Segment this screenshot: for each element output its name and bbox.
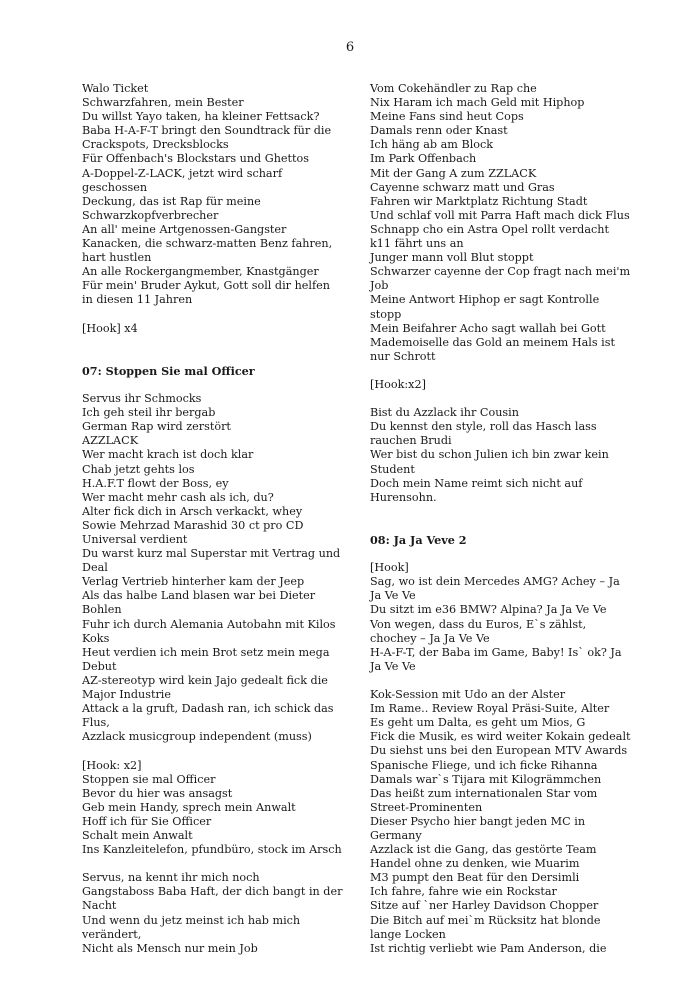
lyric-line: M3 pumpt den Beat für den Dersimli	[370, 871, 580, 885]
lyric-line: Du kennst den style, roll das Hasch lass rauchen Brudi	[370, 420, 597, 448]
lyric-line: Attack a la gruft, Dadash ran, ich schick das Flus,	[82, 702, 334, 730]
lyric-line: Geb mein Handy, sprech mein Anwalt	[82, 800, 296, 814]
lyric-line: Als das halbe Land blasen war bei Dieter Bohlen	[82, 589, 316, 617]
lyric-line: Cayenne schwarz matt und Gras	[370, 180, 555, 194]
lyric-line: [Hook] x4	[82, 321, 138, 335]
lyric-line: Damals renn oder Knast	[370, 124, 508, 138]
left-column	[82, 82, 344, 956]
lyric-line: Und schlaf voll mit Parra Haft mach dick Flus	[370, 208, 630, 222]
lyric-line: H-A-F-T, der Baba im Game, Baby! Is` ok? Ja Ja Ve Ve	[370, 645, 622, 673]
lyric-line: Mein Beifahrer Acho sagt wallah bei Gott	[370, 321, 606, 335]
lyric-line: Das heißt zum internationalen Star vom Street-Prominenten	[370, 786, 598, 814]
lyric-line: Fuhr ich durch Alemania Autobahn mit Kilos Koks	[82, 617, 336, 645]
right-column	[370, 82, 632, 956]
lyric-line: Wer bist du schon Julien ich bin zwar kein Student	[370, 448, 609, 476]
lyric-stanza	[370, 688, 632, 956]
lyric-line: Wer macht mehr cash als ich, du?	[82, 490, 274, 504]
section-heading-text: 07: Stoppen Sie mal Officer	[82, 363, 255, 378]
lyric-line: H.A.F.T flowt der Boss, ey	[82, 476, 229, 490]
lyric-line: Es geht um Dalta, es geht um Mios, G	[370, 716, 586, 730]
lyric-line: Damals war`s Tijara mit Kilogrämmchen	[370, 772, 602, 786]
lyric-line: Meine Antwort Hiphop er sagt Kontrolle stopp	[370, 293, 600, 321]
page-number: 6	[345, 40, 355, 55]
lyric-line: An all' meine Artgenossen-Gangster	[82, 222, 287, 236]
lyric-line: Walo Ticket	[82, 82, 149, 95]
lyric-stanza	[370, 406, 632, 505]
lyric-line: Sag, wo ist dein Mercedes AMG? Achey – Ja Ja Ve Ve	[370, 575, 620, 603]
lyric-line: Die Bitch auf mei`m Rücksitz hat blonde lange Locken	[370, 913, 601, 941]
lyric-line: Heut verdien ich mein Brot setz mein mega Debut	[82, 645, 330, 673]
lyric-stanza	[82, 322, 344, 336]
lyric-line: Hoff ich für Sie Officer	[82, 814, 212, 828]
lyric-line: Ins Kanzleitelefon, pfundbüro, stock im Arsch	[82, 843, 342, 857]
lyric-line: Mit der Gang A zum ZZLACK	[370, 166, 537, 180]
lyric-line: Servus ihr Schmocks	[82, 392, 202, 406]
lyric-line: Gangstaboss Baba Haft, der dich bangt in der Nacht	[82, 885, 343, 913]
lyric-line: Ich fahre, fahre wie ein Rockstar	[370, 885, 557, 899]
lyric-line: Für mein' Bruder Aykut, Gott soll dir helfen in diesen 11 Jahren	[82, 279, 330, 307]
lyric-line: Azzlack ist die Gang, das gestörte Team	[370, 843, 597, 857]
lyric-line: AZ-stereotyp wird kein Jajo gedealt fick die Major Industrie	[82, 673, 328, 702]
lyric-stanza	[82, 82, 344, 308]
lyric-line: Fick die Musik, es wird weiter Kokain gedealt	[370, 730, 631, 744]
lyric-line: A-Doppel-Z-LACK, jetzt wird scharf geschossen	[82, 166, 283, 194]
lyric-stanza	[370, 561, 632, 674]
lyric-stanza	[370, 82, 632, 364]
lyric-line: Meine Fans sind heut Cops	[370, 110, 524, 124]
lyric-line: AZZLACK	[82, 434, 139, 448]
lyric-line: Servus, na kennt ihr mich noch	[82, 871, 260, 885]
lyric-line: Azzlack musicgroup independent (muss)	[82, 730, 312, 744]
lyric-line: Dieser Psycho hier bangt jeden MC in Germany	[370, 814, 586, 842]
lyric-line: Ich häng ab am Block	[370, 138, 494, 152]
lyric-stanza	[82, 392, 344, 744]
lyric-line: Schnapp cho ein Astra Opel rollt verdacht k11 fährt uns an	[370, 222, 609, 251]
lyric-line: Baba H-A-F-T bringt den Soundtrack für die Crackspots, Drecksblocks	[82, 124, 332, 152]
lyric-line: An alle Rockergangmember, Knastgänger	[82, 265, 319, 279]
lyric-line: Bist du Azzlack ihr Cousin	[370, 406, 519, 420]
lyric-line: Kok-Session mit Udo an der Alster	[370, 688, 566, 702]
lyric-line: Ist richtig verliebt wie Pam Anderson, die	[370, 941, 607, 955]
lyric-line: Sitze auf `ner Harley Davidson Chopper	[370, 899, 599, 913]
section-heading	[370, 533, 632, 547]
lyric-line: Schalt mein Anwalt	[82, 828, 193, 842]
lyric-line: Fahren wir Marktplatz Richtung Stadt	[370, 194, 588, 208]
lyric-line: Handel ohne zu denken, wie Muarim	[370, 857, 580, 871]
lyric-line: German Rap wird zerstört	[82, 420, 231, 434]
lyric-line: Chab jetzt gehts los	[82, 462, 195, 476]
lyric-line: Nicht als Mensch nur mein Job	[82, 941, 258, 955]
lyric-line: Ich geh steil ihr bergab	[82, 406, 216, 420]
lyric-line: Nix Haram ich mach Geld mit Hiphop	[370, 96, 585, 110]
lyric-line: Stoppen sie mal Officer	[82, 772, 216, 786]
lyric-line: Deckung, das ist Rap für meine Schwarzkopfverbrecher	[82, 194, 261, 222]
lyric-line: Alter fick dich in Arsch verkackt, whey	[82, 504, 303, 518]
lyric-line: Für Offenbach's Blockstars und Ghettos	[82, 152, 309, 166]
section-heading	[82, 364, 344, 378]
lyric-line: Verlag Vertrieb hinterher kam der Jeep	[82, 575, 305, 589]
lyric-line: Spanische Fliege, und ich ficke Rihanna	[370, 758, 598, 772]
lyric-line: Junger mann voll Blut stoppt	[370, 251, 534, 265]
lyric-line: Schwarzer cayenne der Cop fragt nach mei'm Job	[370, 265, 631, 293]
lyric-line: Du siehst uns bei den European MTV Awards	[370, 744, 628, 758]
lyric-line: Du sitzt im e36 BMW? Alpina? Ja Ja Ve Ve	[370, 603, 607, 617]
lyric-line: [Hook: x2]	[82, 758, 142, 772]
section-heading-text: 08: Ja Ja Veve 2	[370, 533, 467, 547]
lyric-line: Schwarzfahren, mein Bester	[82, 96, 244, 110]
lyric-line: Bevor du hier was ansagst	[82, 786, 233, 800]
lyric-line: Vom Cokehändler zu Rap che	[370, 82, 537, 95]
lyric-line: [Hook]	[370, 561, 409, 575]
lyric-line: [Hook:x2]	[370, 377, 426, 391]
lyric-line: Im Park Offenbach	[370, 152, 477, 166]
lyric-line: Mademoiselle das Gold an meinem Hals ist nur Schrott	[370, 335, 615, 363]
lyric-stanza	[370, 378, 632, 392]
lyric-line: Im Rame.. Review Royal Präsi-Suite, Alter	[370, 702, 610, 716]
lyric-line: Wer macht krach ist doch klar	[82, 448, 254, 462]
lyric-line: Doch mein Name reimt sich nicht auf Hurensohn.	[370, 476, 583, 504]
lyric-line: Sowie Mehrzad Marashid 30 ct pro CD Universal verdient	[82, 518, 304, 546]
lyric-line: Kanacken, die schwarz-matten Benz fahren, hart hustlen	[82, 237, 333, 265]
lyric-line: Du warst kurz mal Superstar mit Vertrag und Deal	[82, 547, 341, 575]
lyric-stanza	[82, 871, 344, 956]
lyric-line: Und wenn du jetz meinst ich hab mich verändert,	[82, 913, 301, 941]
lyric-line: Von wegen, dass du Euros, E`s zählst, chochey – Ja Ja Ve Ve	[370, 617, 587, 645]
lyric-line: Du willst Yayo taken, ha kleiner Fettsack?	[82, 110, 320, 124]
lyric-stanza	[82, 759, 344, 858]
